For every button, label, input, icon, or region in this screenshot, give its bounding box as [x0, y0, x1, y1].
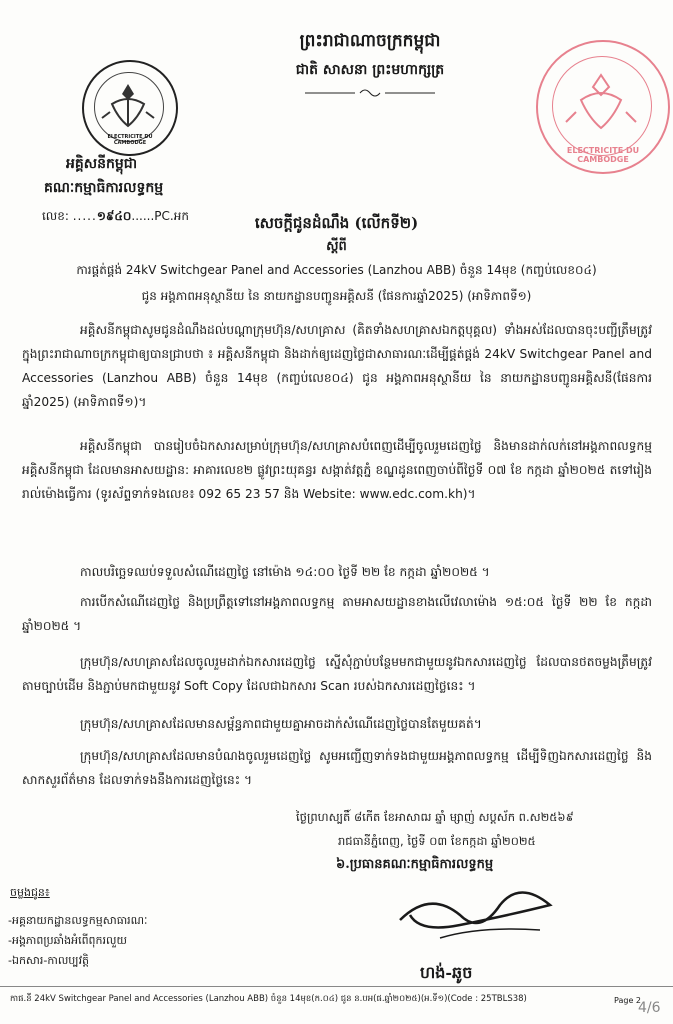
org-name: អគ្គិសនីកម្ពុជា — [66, 156, 138, 172]
signer-prefix: ៦. — [336, 857, 350, 872]
paragraph-4: ការបើកសំណើដេញថ្លៃ និងប្រព្រឹត្តទៅនៅអង្គភាពលទ្ធកម្ម តាមអាសយដ្ឋានខាងលើវេលាម៉ោង ១៥:០៥ ថ្ងៃទី ២២ ខែ កក្កដា ឆ្នាំ២០២៥ ។ — [22, 595, 652, 633]
notice-title: សេចក្តីជូនដំណឹង (លើកទី២) — [254, 214, 419, 232]
paragraph-3: កាលបរិច្ឆេទឈប់ទទួលសំណើដេញថ្លៃ នៅម៉ោង ១៤:០០ ថ្ងៃទី ២២ ខែ កក្កដា ឆ្នាំ២០២៥ ។ — [80, 565, 490, 579]
kingdom-heading: ព្រះរាជាណាចក្រកម្ពុជា — [299, 31, 441, 51]
ref-suffix: .PC.អក — [150, 209, 189, 223]
solar-date: រាជធានីភ្នំពេញ, ថ្ងៃទី ០៣ ខែកក្កដា ឆ្នាំ២០២៥ — [338, 834, 536, 848]
notice-subject-line1: ការផ្គត់ផ្គង់ 24kV Switchgear Panel and Accessories (Lanzhou ABB) ចំនួន 14មុខ (កញ្ចប់លេខ០៤) — [76, 263, 597, 277]
signer-role: ប្រធានគណៈកម្មាធិការលទ្ធកម្ម — [349, 857, 494, 872]
edc-logo — [82, 60, 178, 156]
lunar-date: ថ្ងៃព្រហស្បតិ៍ ៨កើត ខែអាសាឍ ឆ្នាំ ម្សាញ់ សប្តស័ក ព.ស២៥៦៩ — [296, 810, 574, 824]
footer-reference: កាផ.នី 24kV Switchgear Panel and Accessories (Lanzhou ABB) ចំនួន 14មុខ(ក.០៤) ជូន ន.បអ(ផ.ឆ្នាំ២០២៥)(អ.ទី១)(Code : 25TBLS38) — [10, 994, 527, 1004]
paragraph-2: អគ្គិសនីកម្ពុជា បានរៀបចំឯកសារសម្រាប់ក្រុមហ៊ុន/សហគ្រាសបំពេញដើម្បីចូលរួមដេញថ្លៃ និងមានដាក់លក់នៅអង្គភាពលទ្ធកម្មអគ្គិសនីកម្ពុជា ដែលមានអាសយដ្ឋាន: អាគារលេខ២ ផ្លូវព្រះយុគន្ធរ សង្កាត់វត្តភ្នំ ខណ្ឌដូនពេញចាប់ពីថ្ងៃទី ០៧ ខែ កក្កដា ឆ្នាំ២០២៥ តទៅរៀងរាល់ម៉ោងធ្វើការ (ទូរស័ព្ទទាក់ទងលេខ៖ 092 65 23 57 និង Website: www.edc.com.kh)។ — [22, 439, 652, 501]
paragraph-5: ក្រុមហ៊ុន/សហគ្រាសដែលចូលរួមដាក់ឯកសារដេញថ្លៃ ស្នើសុំភ្ជាប់បន្ថែមមកជាមួយនូវឯកសារដេញថ្លៃ ដែលបានថតចម្លងត្រឹមត្រូវតាមច្បាប់ដើម និងភ្ជាប់មកជាមួយនូវ Soft Copy ដែលជាឯកសារ Scan របស់ឯកសារដេញថ្លៃនេះ ។ — [22, 655, 652, 693]
seal-caption: ELECTRICITE DU CAMBODGE — [566, 146, 640, 164]
handwritten-signature — [380, 880, 580, 960]
paragraph-7: ក្រុមហ៊ុន/សហគ្រាសដែលមានបំណងចូលរួមដេញថ្លៃ សូមអញ្ជើញទាក់ទងជាមួយអង្គភាពលទ្ធកម្ម ដើម្បីទិញឯកសារដេញថ្លៃ និងសាកសួរព័ត៌មាន ដែលទាក់ទងនឹងការដេញថ្លៃនេះ ។ — [22, 749, 652, 787]
cc-item-1: -អគ្គនាយកដ្ឋានលទ្ធកម្មសាធារណៈ — [8, 914, 148, 927]
cc-item-2: -អង្គភាពប្រឆាំងអំពើពុករលួយ — [8, 934, 127, 947]
signer-title — [336, 856, 636, 875]
reference-line: លេខ: .....១៩៤០......PC.អក — [42, 209, 189, 223]
cc-item-3: -ឯកសារ-កាលប្បវត្តិ — [8, 954, 90, 967]
ornament-divider-icon — [300, 87, 440, 99]
notice-subject-line2: ជូន អង្គភាពអនុស្ថានីយ នៃ នាយកដ្ឋានបញ្ជូនអគ្គិសនី (ផែនការឆ្នាំ2025) (អាទិភាពទី១) — [141, 289, 532, 303]
org-committee: គណៈកម្មាធិការលទ្ធកម្ម — [44, 180, 164, 196]
official-seal-stamp — [536, 40, 670, 174]
paragraph-1: អគ្គិសនីកម្ពុជាសូមជូនដំណឹងដល់បណ្តាក្រុមហ៊ុន/សហគ្រាស (គិតទាំងសហគ្រាសឯកត្តបុគ្គល) ទាំងអស់ដែលបានចុះបញ្ជីត្រឹមត្រូវក្នុងព្រះរាជាណាចក្រកម្ពុជាឲ្យបានជ្រាបថា ៖ អគ្គិសនីកម្ពុជា និងដាក់ឲ្យដេញថ្លៃជាសាធារណៈដើម្បីផ្គត់ផ្គង់ 24kV Switchgear Panel and Accessories (Lanzhou ABB) ចំនួន 14មុខ (កញ្ចប់លេខ០៤) ជូន អង្គភាពអនុស្ថានីយ នៃ នាយកដ្ឋានបញ្ជូនអគ្គិសនី(ផែនការឆ្នាំ2025) (អាទិភាពទី១)។ — [22, 323, 652, 409]
logo-caption: ELECTRICITE DU CAMBODGE — [107, 134, 153, 146]
cc-heading: ចម្លងជូន៖ — [10, 886, 50, 899]
ref-number: ១៩៤០ — [96, 209, 132, 223]
motto-ornament — [300, 84, 440, 96]
notice-subject-label: ស្តីពី — [326, 239, 347, 254]
ref-label: លេខ: — [42, 209, 69, 223]
motto-heading: ជាតិ សាសនា ព្រះមហាក្សត្រ — [295, 62, 445, 78]
paragraph-6: ក្រុមហ៊ុន/សហគ្រាសដែលមានសម្ព័ន្ធភាពជាមួយគ្នាអាចដាក់សំណើដេញថ្លៃបានតែមួយគត់។ — [80, 717, 482, 731]
footer-page-number: Page 2 — [614, 996, 641, 1005]
footer-divider — [0, 986, 673, 987]
page-counter-overlay: 4/6 — [638, 1000, 661, 1016]
signatory-name: ហង់-ឆូច — [420, 963, 473, 982]
